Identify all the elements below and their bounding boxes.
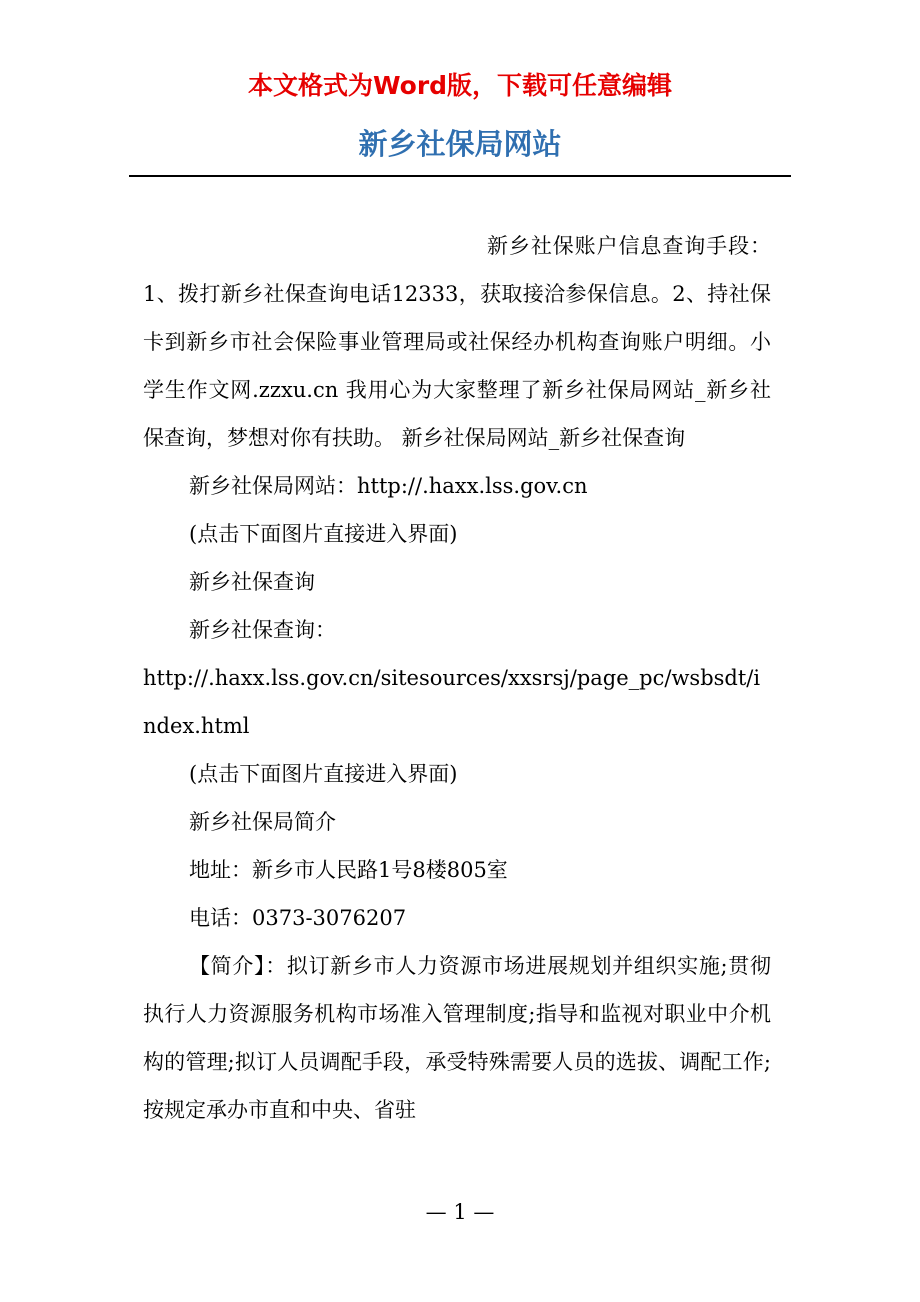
- phone-line: 电话：0373-3076207: [189, 906, 407, 930]
- document-body: [143, 222, 771, 1134]
- page-title: 新乡社保局网站: [358, 127, 562, 161]
- summary-paragraph: 【简介】：拟订新乡市人力资源市场进展规划并组织实施;贯彻执行人力资源服务机构市场准入管理制度;指导和监视对职业中介机构的管理;拟订人员调配手段，承受特殊需要人员的选拔、调配工作;按规定承办市直和中央、省驻: [143, 954, 771, 1122]
- click-hint-1: (点击下面图片直接进入界面): [189, 522, 458, 546]
- download-banner: 本文格式为Word版，下载可任意编辑: [247, 71, 673, 100]
- query-heading: 新乡社保查询: [189, 570, 315, 594]
- query-label: 新乡社保查询：: [189, 618, 336, 642]
- site-url-line: 新乡社保局网站：http://.haxx.lss.gov.cn: [189, 474, 588, 498]
- address-line: 地址：新乡市人民路1号8楼805室: [189, 858, 508, 882]
- intro-paragraph: 新乡社保账户信息查询手段：1、拨打新乡社保查询电话12333，获取接洽参保信息。2、持社保卡到新乡市社会保险事业管理局或社保经办机构查询账户明细。小学生作文网.zzxu.cn 我用心为大家整理了新乡社保局网站_新乡社保查询，梦想对你有扶助。 新乡社保局网站_新乡社保查询: [143, 234, 771, 450]
- click-hint-2: (点击下面图片直接进入界面): [189, 762, 458, 786]
- title-divider: [129, 175, 791, 177]
- query-url: http://.haxx.lss.gov.cn/sitesources/xxsrsj/page_pc/wsbsdt/index.html: [143, 666, 761, 738]
- intro-heading: 新乡社保局简介: [189, 810, 336, 834]
- page-number: — 1 —: [425, 1200, 495, 1224]
